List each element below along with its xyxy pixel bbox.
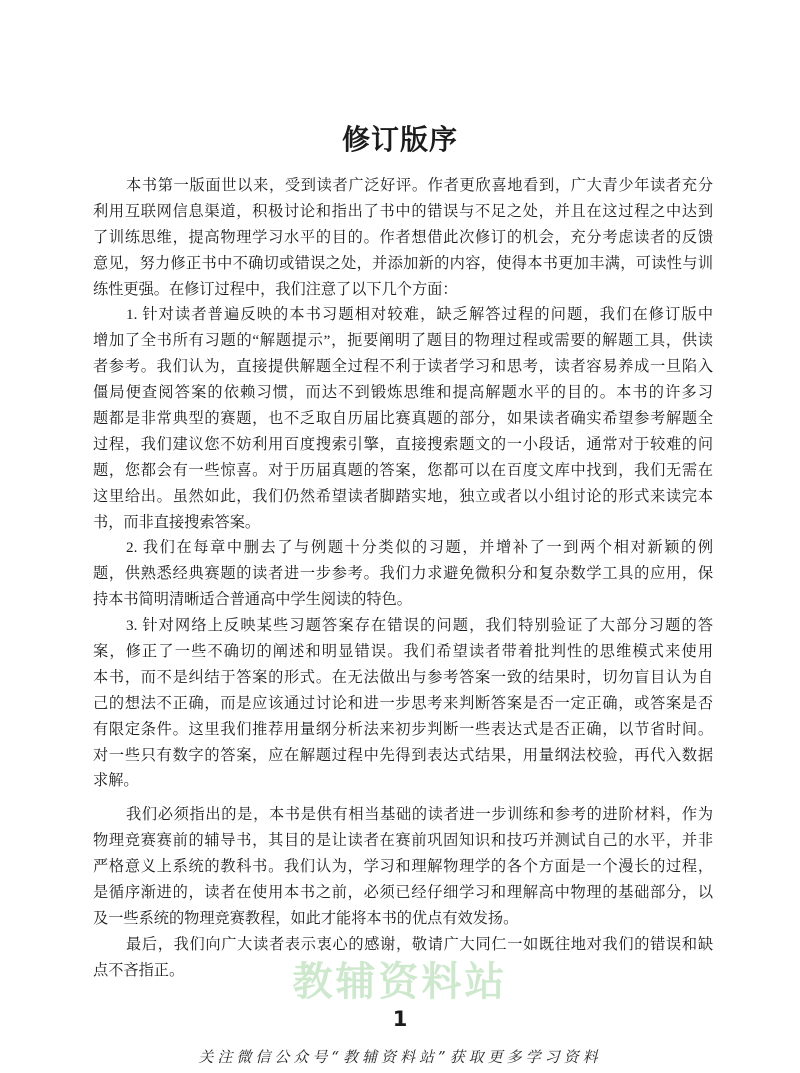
paragraph-line: 利用互联网信息渠道，积极讨论和指出了书中的错误与不足之处，并且在这过程之中达到: [93, 202, 713, 220]
body-text: [93, 173, 713, 984]
paragraph-line: 题，供熟悉经典赛题的读者进一步参考。我们力求避免微积分和复杂数学工具的应用，保: [93, 565, 713, 583]
paragraph-line: 有限定条件。这里我们推荐用量纲分析法来初步判断一些表达式是否正确，以节省时间。: [93, 720, 713, 738]
paragraph: [93, 802, 713, 931]
paragraph-line: 持本书简明清晰适合普通高中学生阅读的特色。: [93, 591, 412, 609]
paragraph: [93, 535, 713, 613]
paragraph-line: 我们必须指出的是，本书是供有相当基础的读者进一步训练和参考的进阶材料，作为: [126, 806, 713, 824]
paragraph-line: 本书，而不是纠结于答案的形式。在无法做出与参考答案一致的结果时，切勿盲目认为自: [93, 668, 713, 686]
paragraph-line: 严格意义上系统的教科书。我们认为，学习和理解物理学的各个方面是一个漫长的过程，: [93, 858, 713, 876]
paragraph-line: 点不吝指正。: [93, 961, 185, 979]
paragraph-line: 及一些系统的物理竞赛教程，如此才能将本书的优点有效发扬。: [93, 909, 519, 927]
paragraph-line: 意见，努力修正书中不确切或错误之处，并添加新的内容，使得本书更加丰满，可读性与训: [93, 254, 713, 272]
paragraph-line: 题都是非常典型的赛题，也不乏取自历届比赛真题的部分，如果读者确实希望参考解题全: [93, 410, 713, 428]
paragraph-line: 是循序渐进的，读者在使用本书之前，必须已经仔细学习和理解高中物理的基础部分，以: [93, 884, 713, 902]
paragraph-line: 最后，我们向广大读者表示衷心的感谢，敬请广大同仁一如既往地对我们的错误和缺: [126, 935, 713, 953]
paragraph-line: 案，修正了一些不确切的阐述和明显错误。我们希望读者带着批判性的思维模式来使用: [93, 643, 713, 661]
paragraph-line: 过程，我们建议您不妨利用百度搜索引擎，直接搜索题文的一小段话，通常对于较难的问: [93, 435, 713, 453]
paragraph-line: 本书第一版面世以来，受到读者广泛好评。作者更欣喜地看到，广大青少年读者充分: [126, 177, 713, 194]
paragraph: [93, 932, 713, 984]
paragraph: [93, 302, 713, 535]
paragraph-line: 这里给出。虽然如此，我们仍然希望读者脚踏实地，独立或者以小组讨论的形式来读完本: [93, 487, 713, 505]
paragraph-line: 物理竞赛赛前的辅导书，其目的是让读者在赛前巩固知识和技巧并测试自己的水平，并非: [93, 832, 713, 850]
paragraph-line: 增加了全书所有习题的“解题提示”，扼要阐明了题目的物理过程或需要的解题工具，供读: [93, 332, 713, 350]
page-number: 1: [392, 1007, 408, 1031]
paragraph-line: 2. 我们在每章中删去了与例题十分类似的习题，并增补了一到两个相对新颖的例: [126, 539, 713, 557]
footer-note: 关注微信公众号“教辅资料站”获取更多学习资料: [198, 1048, 602, 1066]
watermark: 教辅资料站: [292, 959, 508, 1005]
paragraph-line: 练性更强。在修订过程中，我们注意了以下几个方面：: [93, 280, 458, 298]
paragraph: [93, 173, 713, 302]
paragraph-line: 僵局便查阅答案的依赖习惯，而达不到锻炼思维和提高解题水平的目的。本书的许多习: [93, 384, 713, 402]
paragraph-line: 对一些只有数字的答案，应在解题过程中先得到表达式结果，用量纲法校验，再代入数据: [93, 746, 713, 764]
paragraph-line: 1. 针对读者普遍反映的本书习题相对较难，缺乏解答过程的问题，我们在修订版中: [126, 306, 713, 324]
paragraph-line: 己的想法不正确，而是应该通过讨论和进一步思考来判断答案是否一定正确，或答案是否: [93, 694, 713, 712]
paragraph-line: 书，而非直接搜索答案。: [93, 513, 261, 531]
page-title: 修订版序: [341, 123, 458, 156]
paragraph: [93, 613, 713, 794]
paragraph-line: 求解。: [93, 772, 139, 790]
paragraph-line: 3. 针对网络上反映某些习题答案存在错误的问题，我们特别验证了大部分习题的答: [126, 617, 713, 635]
paragraph-line: 题，您都会有一些惊喜。对于历届真题的答案，您都可以在百度文库中找到，我们无需在: [93, 461, 713, 479]
paragraph-line: 了训练思维，提高物理学习水平的目的。作者想借此次修订的机会，充分考虑读者的反馈: [93, 228, 713, 246]
paragraph-line: 者参考。我们认为，直接提供解题全过程不利于读者学习和思考，读者容易养成一旦陷入: [93, 358, 713, 376]
